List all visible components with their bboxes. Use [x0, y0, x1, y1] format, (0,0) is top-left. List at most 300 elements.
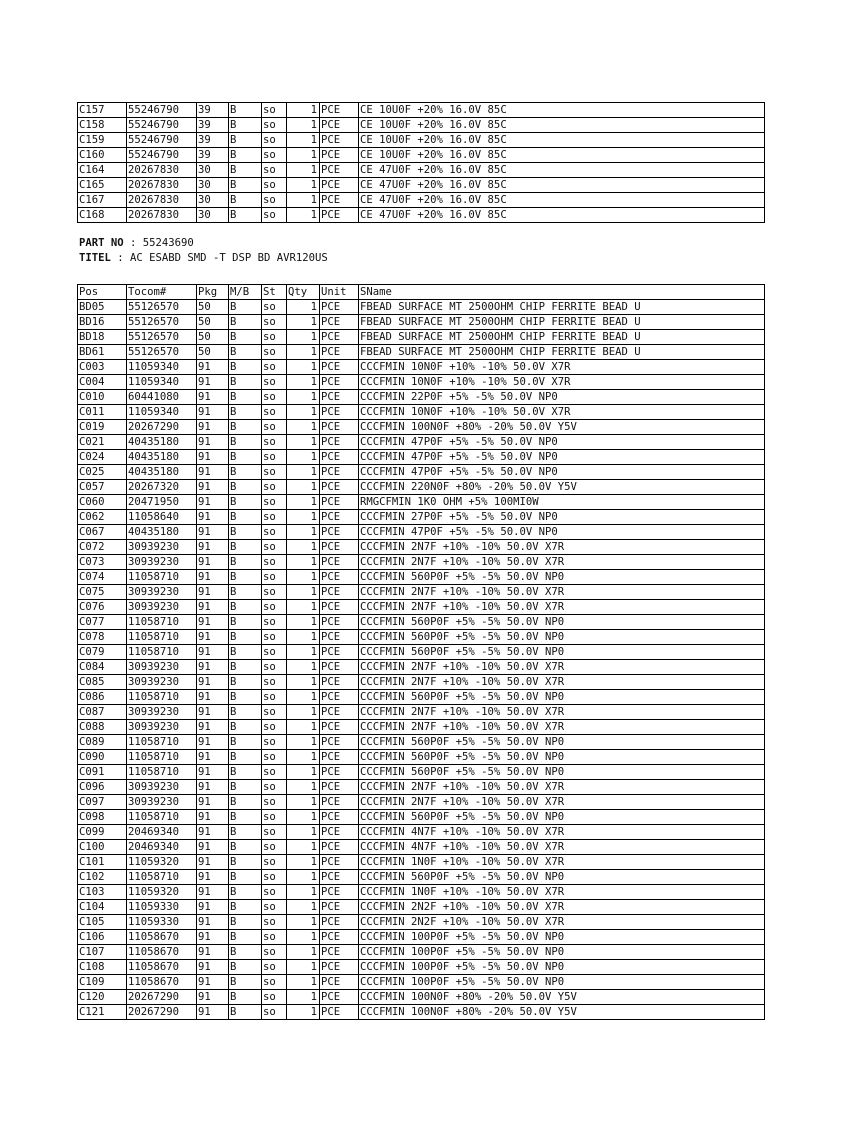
cell-qty: 1: [287, 510, 320, 525]
table-row: [78, 645, 765, 660]
cell-sname: FBEAD SURFACE MT 2500OHM CHIP FERRITE BEAD U: [359, 315, 765, 330]
cell-qty: 1: [287, 660, 320, 675]
cell-pos: BD16: [78, 315, 127, 330]
cell-pkg: 91: [197, 615, 229, 630]
cell-st: so: [262, 163, 287, 178]
cell-pos: C079: [78, 645, 127, 660]
cell-tocom: 55246790: [127, 148, 197, 163]
table-row: [78, 390, 765, 405]
titel-line: [79, 251, 328, 265]
cell-pos: C101: [78, 855, 127, 870]
table-row: [78, 148, 765, 163]
cell-tocom: 20267830: [127, 163, 197, 178]
cell-pos: C099: [78, 825, 127, 840]
cell-st: so: [262, 645, 287, 660]
cell-unit: PCE: [320, 193, 359, 208]
cell-sname: CCCFMIN 2N7F +10% -10% 50.0V X7R: [359, 795, 765, 810]
cell-unit: PCE: [320, 163, 359, 178]
cell-tocom: 20267830: [127, 178, 197, 193]
cell-pkg: 91: [197, 945, 229, 960]
cell-st: so: [262, 360, 287, 375]
cell-st: so: [262, 945, 287, 960]
cell-sname: CE 10U0F +20% 16.0V 85C: [359, 148, 765, 163]
table-row: [78, 945, 765, 960]
cell-pkg: 91: [197, 480, 229, 495]
cell-unit: PCE: [320, 750, 359, 765]
cell-sname: CCCFMIN 1N0F +10% -10% 50.0V X7R: [359, 885, 765, 900]
cell-mb: B: [229, 148, 262, 163]
cell-qty: 1: [287, 720, 320, 735]
cell-pos: C107: [78, 945, 127, 960]
cell-pkg: 91: [197, 660, 229, 675]
cell-sname: CCCFMIN 560P0F +5% -5% 50.0V NP0: [359, 750, 765, 765]
cell-sname: CCCFMIN 2N7F +10% -10% 50.0V X7R: [359, 540, 765, 555]
cell-qty: 1: [287, 630, 320, 645]
cell-pkg: 39: [197, 118, 229, 133]
cell-sname: FBEAD SURFACE MT 2500OHM CHIP FERRITE BEAD U: [359, 300, 765, 315]
cell-qty: 1: [287, 900, 320, 915]
cell-pkg: 91: [197, 720, 229, 735]
cell-sname: CCCFMIN 560P0F +5% -5% 50.0V NP0: [359, 735, 765, 750]
cell-tocom: 30939230: [127, 555, 197, 570]
table-row: [78, 930, 765, 945]
cell-mb: B: [229, 780, 262, 795]
cell-unit: PCE: [320, 870, 359, 885]
parts-table: [77, 284, 765, 1020]
cell-st: so: [262, 540, 287, 555]
cell-sname: CCCFMIN 2N7F +10% -10% 50.0V X7R: [359, 720, 765, 735]
cell-tocom: 11059340: [127, 360, 197, 375]
cell-pkg: 30: [197, 208, 229, 223]
cell-mb: B: [229, 1005, 262, 1020]
table-row: [78, 690, 765, 705]
cell-mb: B: [229, 525, 262, 540]
cell-mb: B: [229, 990, 262, 1005]
cell-sname: CCCFMIN 560P0F +5% -5% 50.0V NP0: [359, 615, 765, 630]
cell-mb: B: [229, 840, 262, 855]
cell-pos: C067: [78, 525, 127, 540]
cell-st: so: [262, 960, 287, 975]
cell-unit: PCE: [320, 960, 359, 975]
cell-tocom: 11058670: [127, 960, 197, 975]
cell-pos: C073: [78, 555, 127, 570]
table-row: [78, 615, 765, 630]
cell-pos: C106: [78, 930, 127, 945]
cell-pkg: 91: [197, 795, 229, 810]
cell-unit: PCE: [320, 825, 359, 840]
part-no-label: PART NO: [79, 237, 124, 249]
cell-tocom: 40435180: [127, 435, 197, 450]
cell-qty: 1: [287, 570, 320, 585]
cell-mb: B: [229, 825, 262, 840]
cell-pos: C011: [78, 405, 127, 420]
header-mb: M/B: [229, 285, 262, 300]
cell-sname: CCCFMIN 100P0F +5% -5% 50.0V NP0: [359, 975, 765, 990]
cell-qty: 1: [287, 975, 320, 990]
cell-st: so: [262, 885, 287, 900]
cell-pkg: 91: [197, 690, 229, 705]
cell-st: so: [262, 525, 287, 540]
cell-pos: C072: [78, 540, 127, 555]
table-row: [78, 118, 765, 133]
cell-qty: 1: [287, 480, 320, 495]
cell-unit: PCE: [320, 375, 359, 390]
cell-mb: B: [229, 540, 262, 555]
cell-st: so: [262, 118, 287, 133]
cell-pos: C167: [78, 193, 127, 208]
cell-pkg: 91: [197, 750, 229, 765]
cell-sname: CE 10U0F +20% 16.0V 85C: [359, 133, 765, 148]
cell-pkg: 91: [197, 930, 229, 945]
cell-pkg: 91: [197, 975, 229, 990]
cell-pkg: 50: [197, 315, 229, 330]
cell-sname: CCCFMIN 560P0F +5% -5% 50.0V NP0: [359, 765, 765, 780]
cell-tocom: 11059330: [127, 900, 197, 915]
cell-tocom: 55126570: [127, 300, 197, 315]
table-row: [78, 885, 765, 900]
cell-qty: 1: [287, 163, 320, 178]
cell-unit: PCE: [320, 765, 359, 780]
cell-mb: B: [229, 390, 262, 405]
cell-st: so: [262, 330, 287, 345]
table-row: [78, 450, 765, 465]
table-row: [78, 660, 765, 675]
cell-qty: 1: [287, 540, 320, 555]
cell-sname: CCCFMIN 47P0F +5% -5% 50.0V NP0: [359, 525, 765, 540]
cell-qty: 1: [287, 930, 320, 945]
cell-qty: 1: [287, 375, 320, 390]
cell-tocom: 40435180: [127, 450, 197, 465]
cell-tocom: 40435180: [127, 465, 197, 480]
cell-pos: C060: [78, 495, 127, 510]
cell-pos: C025: [78, 465, 127, 480]
table-row: [78, 208, 765, 223]
cell-st: so: [262, 600, 287, 615]
cell-st: so: [262, 450, 287, 465]
cell-pos: C105: [78, 915, 127, 930]
cell-unit: PCE: [320, 208, 359, 223]
cell-qty: 1: [287, 615, 320, 630]
cell-mb: B: [229, 360, 262, 375]
cell-pos: C074: [78, 570, 127, 585]
cell-sname: CCCFMIN 2N7F +10% -10% 50.0V X7R: [359, 675, 765, 690]
cell-qty: 1: [287, 810, 320, 825]
cell-pos: C120: [78, 990, 127, 1005]
cell-mb: B: [229, 193, 262, 208]
cell-unit: PCE: [320, 118, 359, 133]
part-no-value: : 55243690: [123, 237, 194, 249]
cell-mb: B: [229, 118, 262, 133]
cell-unit: PCE: [320, 645, 359, 660]
cell-qty: 1: [287, 330, 320, 345]
cell-mb: B: [229, 133, 262, 148]
cell-pkg: 91: [197, 435, 229, 450]
cell-pkg: 91: [197, 390, 229, 405]
cell-st: so: [262, 705, 287, 720]
cell-qty: 1: [287, 360, 320, 375]
cell-sname: CCCFMIN 27P0F +5% -5% 50.0V NP0: [359, 510, 765, 525]
cell-qty: 1: [287, 555, 320, 570]
cell-mb: B: [229, 585, 262, 600]
table-row: [78, 675, 765, 690]
cell-st: so: [262, 735, 287, 750]
cell-pkg: 91: [197, 780, 229, 795]
cell-qty: 1: [287, 118, 320, 133]
cell-st: so: [262, 375, 287, 390]
cell-qty: 1: [287, 675, 320, 690]
cell-st: so: [262, 495, 287, 510]
cell-qty: 1: [287, 420, 320, 435]
cell-unit: PCE: [320, 780, 359, 795]
cell-mb: B: [229, 465, 262, 480]
cell-qty: 1: [287, 178, 320, 193]
cell-unit: PCE: [320, 465, 359, 480]
cell-pos: C097: [78, 795, 127, 810]
cell-sname: CCCFMIN 2N7F +10% -10% 50.0V X7R: [359, 780, 765, 795]
cell-tocom: 55246790: [127, 133, 197, 148]
cell-qty: 1: [287, 193, 320, 208]
cell-tocom: 11058670: [127, 975, 197, 990]
cell-mb: B: [229, 645, 262, 660]
cell-mb: B: [229, 975, 262, 990]
cell-st: so: [262, 915, 287, 930]
cell-pos: BD61: [78, 345, 127, 360]
cell-mb: B: [229, 765, 262, 780]
cell-mb: B: [229, 750, 262, 765]
cell-unit: PCE: [320, 148, 359, 163]
cell-unit: PCE: [320, 930, 359, 945]
cell-pos: C089: [78, 735, 127, 750]
cell-qty: 1: [287, 390, 320, 405]
cell-pkg: 50: [197, 300, 229, 315]
cell-unit: PCE: [320, 795, 359, 810]
cell-tocom: 11058710: [127, 735, 197, 750]
cell-qty: 1: [287, 915, 320, 930]
cell-pkg: 30: [197, 178, 229, 193]
cell-sname: CCCFMIN 100N0F +80% -20% 50.0V Y5V: [359, 990, 765, 1005]
cell-unit: PCE: [320, 405, 359, 420]
table-row: [78, 345, 765, 360]
cell-st: so: [262, 585, 287, 600]
cell-tocom: 11058710: [127, 750, 197, 765]
cell-sname: CCCFMIN 2N7F +10% -10% 50.0V X7R: [359, 705, 765, 720]
cell-pos: C062: [78, 510, 127, 525]
cell-unit: PCE: [320, 315, 359, 330]
cell-pos: C102: [78, 870, 127, 885]
cell-st: so: [262, 690, 287, 705]
table-row: [78, 765, 765, 780]
parts-table-previous-body: [78, 103, 765, 223]
cell-sname: CCCFMIN 10N0F +10% -10% 50.0V X7R: [359, 360, 765, 375]
cell-tocom: 20267290: [127, 990, 197, 1005]
cell-st: so: [262, 555, 287, 570]
cell-sname: CCCFMIN 560P0F +5% -5% 50.0V NP0: [359, 645, 765, 660]
table-row: [78, 555, 765, 570]
cell-qty: 1: [287, 525, 320, 540]
table-row: [78, 810, 765, 825]
cell-tocom: 11059340: [127, 375, 197, 390]
cell-st: so: [262, 345, 287, 360]
cell-pos: C088: [78, 720, 127, 735]
cell-mb: B: [229, 570, 262, 585]
cell-pos: C164: [78, 163, 127, 178]
cell-st: so: [262, 480, 287, 495]
cell-mb: B: [229, 330, 262, 345]
cell-pos: C157: [78, 103, 127, 118]
cell-st: so: [262, 675, 287, 690]
cell-tocom: 11059320: [127, 855, 197, 870]
cell-unit: PCE: [320, 360, 359, 375]
cell-tocom: 55126570: [127, 345, 197, 360]
cell-st: so: [262, 855, 287, 870]
table-row: [78, 510, 765, 525]
cell-unit: PCE: [320, 330, 359, 345]
cell-pos: BD18: [78, 330, 127, 345]
cell-tocom: 55246790: [127, 103, 197, 118]
cell-st: so: [262, 810, 287, 825]
cell-tocom: 11059340: [127, 405, 197, 420]
cell-st: so: [262, 780, 287, 795]
cell-st: so: [262, 133, 287, 148]
header-pkg: Pkg: [197, 285, 229, 300]
cell-pos: C021: [78, 435, 127, 450]
header-st: St: [262, 285, 287, 300]
titel-value: : AC ESABD SMD -T DSP BD AVR120US: [110, 252, 328, 264]
cell-sname: CE 47U0F +20% 16.0V 85C: [359, 178, 765, 193]
cell-tocom: 30939230: [127, 540, 197, 555]
cell-unit: PCE: [320, 690, 359, 705]
cell-qty: 1: [287, 960, 320, 975]
cell-mb: B: [229, 660, 262, 675]
cell-pkg: 91: [197, 450, 229, 465]
titel-label: TITEL: [79, 252, 111, 264]
cell-unit: PCE: [320, 990, 359, 1005]
cell-mb: B: [229, 855, 262, 870]
cell-tocom: 30939230: [127, 600, 197, 615]
cell-pkg: 39: [197, 148, 229, 163]
cell-unit: PCE: [320, 420, 359, 435]
table-row: [78, 855, 765, 870]
cell-qty: 1: [287, 495, 320, 510]
table-row: [78, 300, 765, 315]
table-row: [78, 780, 765, 795]
cell-unit: PCE: [320, 300, 359, 315]
cell-qty: 1: [287, 870, 320, 885]
table-row: [78, 133, 765, 148]
cell-st: so: [262, 870, 287, 885]
cell-sname: CCCFMIN 560P0F +5% -5% 50.0V NP0: [359, 570, 765, 585]
cell-sname: CCCFMIN 100P0F +5% -5% 50.0V NP0: [359, 960, 765, 975]
cell-pkg: 91: [197, 960, 229, 975]
cell-tocom: 11058710: [127, 645, 197, 660]
cell-tocom: 20267290: [127, 1005, 197, 1020]
cell-unit: PCE: [320, 585, 359, 600]
cell-mb: B: [229, 420, 262, 435]
table-row: [78, 375, 765, 390]
cell-tocom: 30939230: [127, 720, 197, 735]
cell-unit: PCE: [320, 495, 359, 510]
cell-st: so: [262, 405, 287, 420]
cell-sname: CCCFMIN 100N0F +80% -20% 50.0V Y5V: [359, 1005, 765, 1020]
cell-mb: B: [229, 435, 262, 450]
cell-pos: C168: [78, 208, 127, 223]
table-row: [78, 163, 765, 178]
cell-tocom: 11058670: [127, 945, 197, 960]
cell-qty: 1: [287, 300, 320, 315]
cell-mb: B: [229, 208, 262, 223]
cell-tocom: 11058710: [127, 690, 197, 705]
cell-pos: C003: [78, 360, 127, 375]
cell-tocom: 11058640: [127, 510, 197, 525]
cell-pkg: 91: [197, 885, 229, 900]
cell-mb: B: [229, 810, 262, 825]
cell-pkg: 91: [197, 645, 229, 660]
cell-pkg: 50: [197, 330, 229, 345]
cell-pkg: 91: [197, 570, 229, 585]
cell-st: so: [262, 148, 287, 163]
cell-st: so: [262, 570, 287, 585]
cell-qty: 1: [287, 690, 320, 705]
table-row: [78, 465, 765, 480]
cell-pos: C004: [78, 375, 127, 390]
cell-pos: C084: [78, 660, 127, 675]
cell-unit: PCE: [320, 103, 359, 118]
cell-mb: B: [229, 495, 262, 510]
cell-qty: 1: [287, 405, 320, 420]
cell-tocom: 11058710: [127, 765, 197, 780]
cell-unit: PCE: [320, 900, 359, 915]
header-unit: Unit: [320, 285, 359, 300]
cell-tocom: 20469340: [127, 825, 197, 840]
table-row: [78, 360, 765, 375]
cell-sname: CCCFMIN 47P0F +5% -5% 50.0V NP0: [359, 450, 765, 465]
table-row: [78, 103, 765, 118]
cell-qty: 1: [287, 645, 320, 660]
cell-unit: PCE: [320, 178, 359, 193]
cell-pkg: 91: [197, 495, 229, 510]
cell-tocom: 20267320: [127, 480, 197, 495]
table-row: [78, 193, 765, 208]
cell-pkg: 91: [197, 900, 229, 915]
cell-mb: B: [229, 795, 262, 810]
cell-sname: CCCFMIN 2N2F +10% -10% 50.0V X7R: [359, 915, 765, 930]
cell-unit: PCE: [320, 540, 359, 555]
cell-pkg: 30: [197, 163, 229, 178]
cell-pkg: 91: [197, 810, 229, 825]
cell-st: so: [262, 720, 287, 735]
cell-st: so: [262, 660, 287, 675]
cell-pos: C087: [78, 705, 127, 720]
cell-st: so: [262, 420, 287, 435]
cell-pkg: 91: [197, 765, 229, 780]
cell-pos: C109: [78, 975, 127, 990]
header-tocom: Tocom#: [127, 285, 197, 300]
cell-unit: PCE: [320, 840, 359, 855]
cell-pkg: 39: [197, 133, 229, 148]
cell-sname: CCCFMIN 2N7F +10% -10% 50.0V X7R: [359, 600, 765, 615]
cell-sname: FBEAD SURFACE MT 2500OHM CHIP FERRITE BEAD U: [359, 330, 765, 345]
cell-st: so: [262, 930, 287, 945]
cell-pos: C019: [78, 420, 127, 435]
cell-unit: PCE: [320, 945, 359, 960]
cell-sname: CE 47U0F +20% 16.0V 85C: [359, 208, 765, 223]
cell-sname: CCCFMIN 100P0F +5% -5% 50.0V NP0: [359, 945, 765, 960]
cell-unit: PCE: [320, 810, 359, 825]
cell-sname: CCCFMIN 10N0F +10% -10% 50.0V X7R: [359, 375, 765, 390]
cell-pkg: 91: [197, 825, 229, 840]
cell-pkg: 91: [197, 360, 229, 375]
cell-unit: PCE: [320, 555, 359, 570]
